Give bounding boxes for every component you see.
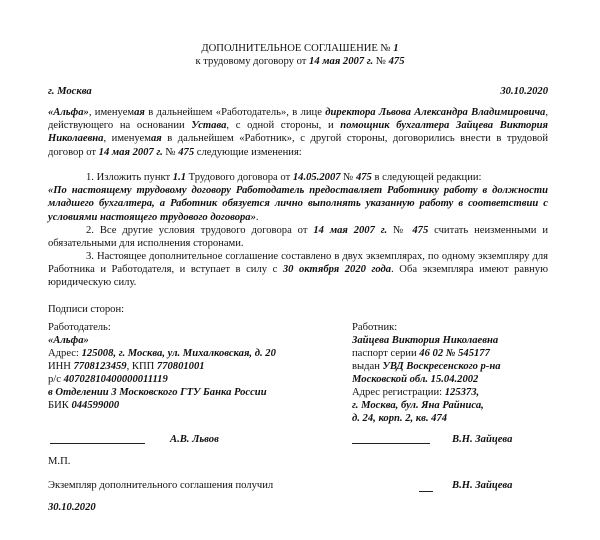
document-subtitle <box>0 55 600 68</box>
agreement-number: 1 <box>393 43 399 54</box>
employer-signature-line <box>50 443 145 444</box>
item3-text: . Оба экземпляра имеют равную юридическую силу. <box>48 264 548 289</box>
intro-text: , с одной стороны, и <box>226 120 341 132</box>
address-label: Адрес: <box>48 348 82 359</box>
employee-issued-2: Московской обл. 15.04.2002 <box>352 374 479 385</box>
item1-text: 1. Изложить пункт <box>86 172 173 183</box>
document-title <box>0 42 600 55</box>
contract-date: 14 мая 2007 г. <box>98 146 163 158</box>
intro-text: , действующего на основании <box>48 107 548 132</box>
item2-date: 14 мая 2007 г. <box>313 225 388 236</box>
employer-bank: в Отделении 3 Московского ГТУ Банка России <box>48 387 267 398</box>
item3-text: 3. Настоящее дополнительное соглашение составлено в двух экземплярах, по одному экземпляру для Работника и Работодателя, и вступает в силу с <box>48 251 548 276</box>
bik-label: БИК <box>48 400 72 411</box>
item2-number: 475 <box>412 225 429 236</box>
passport-label: паспорт серии <box>352 348 420 359</box>
subtitle-contract-no: 475 <box>388 56 405 67</box>
received-date: 30.10.2020 <box>48 502 96 513</box>
intro-text: № <box>162 146 179 158</box>
employer-address <box>48 347 276 360</box>
document-date: 30.10.2020 <box>500 86 548 97</box>
item1-text: № <box>340 172 356 183</box>
account-label: р/с <box>48 374 64 385</box>
employee-signature-name: В.Н. Зайцева <box>452 434 513 445</box>
item2-text: считать неизменными и обязательными для исполнения сторонами. <box>48 225 549 250</box>
new-clause-text: «По настоящему трудовому договору Работодатель предоставляет Работнику работу в должности младшего бухгалтера, а Работник обязуется лично выполнять указанную работу в соответствии с условиями настоящего трудового договора» <box>48 185 548 223</box>
employer-signature-name: А.В. Львов <box>170 434 219 445</box>
received-text: Экземпляр дополнительного соглашения получил <box>48 480 274 491</box>
item2-text: № <box>387 225 413 236</box>
item1-text: . <box>255 211 259 223</box>
subtitle-contract-date: 14 мая 2007 г. <box>309 56 374 67</box>
item-1 <box>48 171 548 224</box>
employee-passport <box>352 347 490 360</box>
subtitle-no-sign: № <box>375 56 386 67</box>
place: г. Москва <box>48 86 92 97</box>
employer-heading: Работодатель: <box>48 322 111 333</box>
employee-signature-line <box>352 443 430 444</box>
registration-label: Адрес регистрации: <box>352 387 445 398</box>
intro-paragraph <box>48 106 548 159</box>
signatures-label: Подписи сторон: <box>48 304 125 315</box>
intro-text: в дальнейшем «Работник», с другой стороны, договорились внести в трудовой договор от <box>48 133 548 158</box>
employee-registration-2: г. Москва, бул. Яна Райниса, <box>352 400 484 411</box>
issued-label: выдан <box>352 361 383 372</box>
inn-label: ИНН <box>48 361 74 372</box>
intro-text: , именуем <box>103 133 151 145</box>
director-name: директора Львова Александра Владимировича <box>325 107 546 118</box>
item1-date: 14.05.2007 <box>292 172 341 183</box>
kpp-value: 770801001 <box>156 361 205 372</box>
intro-text: следующие изменения: <box>194 146 302 158</box>
employer-bik <box>48 399 119 412</box>
intro-text: , именуем <box>88 107 135 118</box>
title-text: ДОПОЛНИТЕЛЬНОЕ СОГЛАШЕНИЕ № <box>201 43 391 54</box>
kpp-label: , КПП <box>126 361 157 372</box>
charter: Устава <box>191 120 227 132</box>
intro-text: ая <box>150 133 162 145</box>
passport-value: 46 02 № 545177 <box>419 348 490 359</box>
employee-registration <box>352 386 479 399</box>
employee-heading: Работник: <box>352 322 398 333</box>
item1-text: в следующей редакции: <box>371 172 482 183</box>
intro-text: в дальнейшем «Работодатель», в лице <box>144 107 326 118</box>
employee-block-name: Зайцева Виктория Николаевна <box>352 335 499 346</box>
address-value: 125008, г. Москва, ул. Михалковская, д. 20 <box>81 348 276 359</box>
inn-value: 7708123459 <box>73 361 127 372</box>
item-3 <box>48 250 548 290</box>
employee-registration-3: д. 24, корп. 2, кв. 474 <box>352 413 448 424</box>
account-value: 40702810400000011119 <box>63 374 168 385</box>
issued-value: УВД Воскресенского р-на <box>382 361 501 372</box>
item1-number: 475 <box>355 172 372 183</box>
item2-text: 2. Все другие условия трудового договора от <box>86 225 314 236</box>
bik-value: 044599000 <box>71 400 120 411</box>
intro-text: ая <box>134 107 145 118</box>
item1-text: Трудового договора от <box>186 172 293 183</box>
employer-block-name: «Альфа» <box>48 335 89 346</box>
received-signature-name: В.Н. Зайцева <box>452 480 513 491</box>
effective-date: 30 октября 2020 года <box>282 264 392 276</box>
contract-number: 475 <box>178 146 195 158</box>
received-signature-line <box>419 491 433 492</box>
stamp-mark: М.П. <box>48 456 71 467</box>
employee-name: помощник бухгалтера Зайцева Виктория Николаевна <box>48 120 548 145</box>
clause-number: 1.1 <box>172 172 187 183</box>
subtitle-prefix: к трудовому договору от <box>195 56 307 67</box>
employer-inn-kpp <box>48 360 205 373</box>
employer-name: «Альфа» <box>48 107 89 118</box>
employee-issued <box>352 360 501 373</box>
registration-value: 125373, <box>444 387 480 398</box>
item-2 <box>48 224 548 250</box>
employer-account <box>48 373 168 386</box>
